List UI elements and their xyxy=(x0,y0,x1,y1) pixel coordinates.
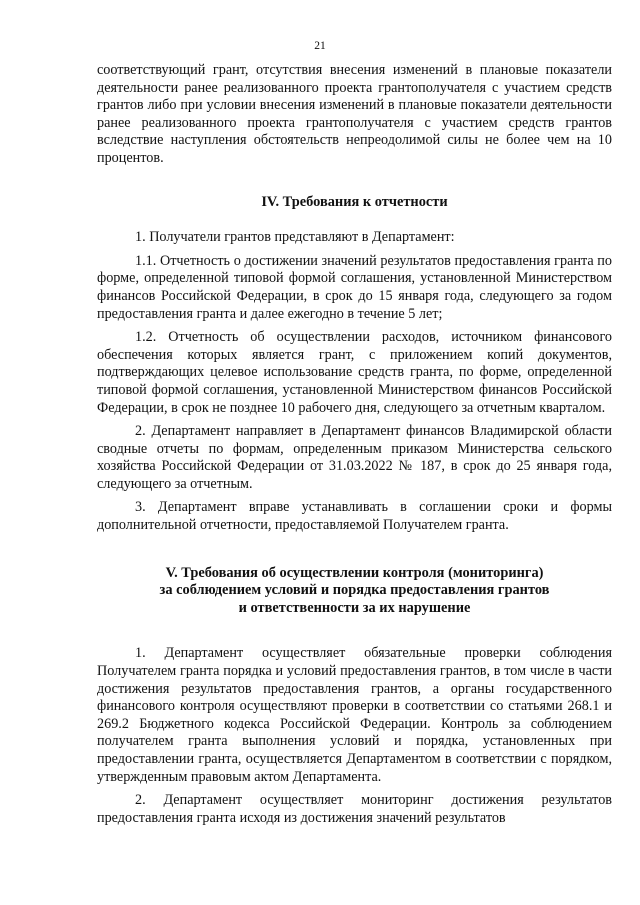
section-5-paragraph-2: 2. Департамент осуществляет мониторинг достижения результатов предоставления гранта исходя из достижения значений результатов xyxy=(97,792,612,826)
section-5-heading-line-1: V. Требования об осуществлении контроля (мониторинга) xyxy=(165,564,544,581)
section-4-paragraph-2: 2. Департамент направляет в Департамент финансов Владимирской области сводные отчеты по формам, определенным приказом Министерства сельского хозяйства Российской Федерации от 31.03.2022 № 187, в срок до 25 января года, следующего за отчетным. xyxy=(97,423,612,492)
section-5-heading xyxy=(97,565,612,618)
section-5-heading-line-3: и ответственности за их нарушение xyxy=(238,599,471,616)
section-4-paragraph-1-2: 1.2. Отчетность об осуществлении расходов, источником финансового обеспечения которых является грант, с приложением копий документов, подтверждающих целевое использование средств гранта, по форме, определенной типовой формой соглашения, установленной Министерством финансов Российской Федерации, в срок не позднее 10 рабочего дня, следующего за отчетным кварталом. xyxy=(97,329,612,416)
section-4-paragraph-1-1: 1.1. Отчетность о достижении значений результатов предоставления гранта по форме, определенной типовой формой соглашения, установленной Министерством финансов Российской Федерации, в срок до 15 января года, следующего за годом предоставления гранта и далее ежегодно в течение 5 лет; xyxy=(97,252,612,322)
intro-paragraph: соответствующий грант, отсутствия внесения изменений в плановые показатели деятельности ранее реализованного проекта грантополучателя с участием средств грантов либо при условии внесения изменений в плановые показатели деятельности ранее реализованного проекта грантополучателя с участием средств грантов вследствие наступления обстоятельств непреодолимой силы не более чем на 10 процентов. xyxy=(97,62,612,166)
page-number: 21 xyxy=(314,40,326,52)
section-4-paragraph-1: 1. Получатели грантов представляют в Департамент: xyxy=(135,229,455,246)
section-5-heading-line-2: за соблюдением условий и порядка предоставления грантов xyxy=(159,582,550,599)
section-4-heading: IV. Требования к отчетности xyxy=(261,193,448,210)
section-4-paragraph-3: 3. Департамент вправе устанавливать в соглашении сроки и формы дополнительной отчетности, предоставляемой Получателем гранта. xyxy=(97,499,612,534)
section-5-paragraph-1: 1. Департамент осуществляет обязательные проверки соблюдения Получателем гранта порядка и условий предоставления грантов, в том числе в части достижения результатов предоставления грантов, а органы государственного финансового контроля осуществляют проверки в соответствии со статьями 268.1 и 269.2 Бюджетного кодекса Российской Федерации. Контроль за соблюдением получателем гранта выполнения условий и порядка, установленных при предоставлении гранта, осуществляется Департаментом в соответствии с порядком, утвержденным правовым актом Департамента. xyxy=(97,645,612,785)
document-body xyxy=(97,62,612,827)
